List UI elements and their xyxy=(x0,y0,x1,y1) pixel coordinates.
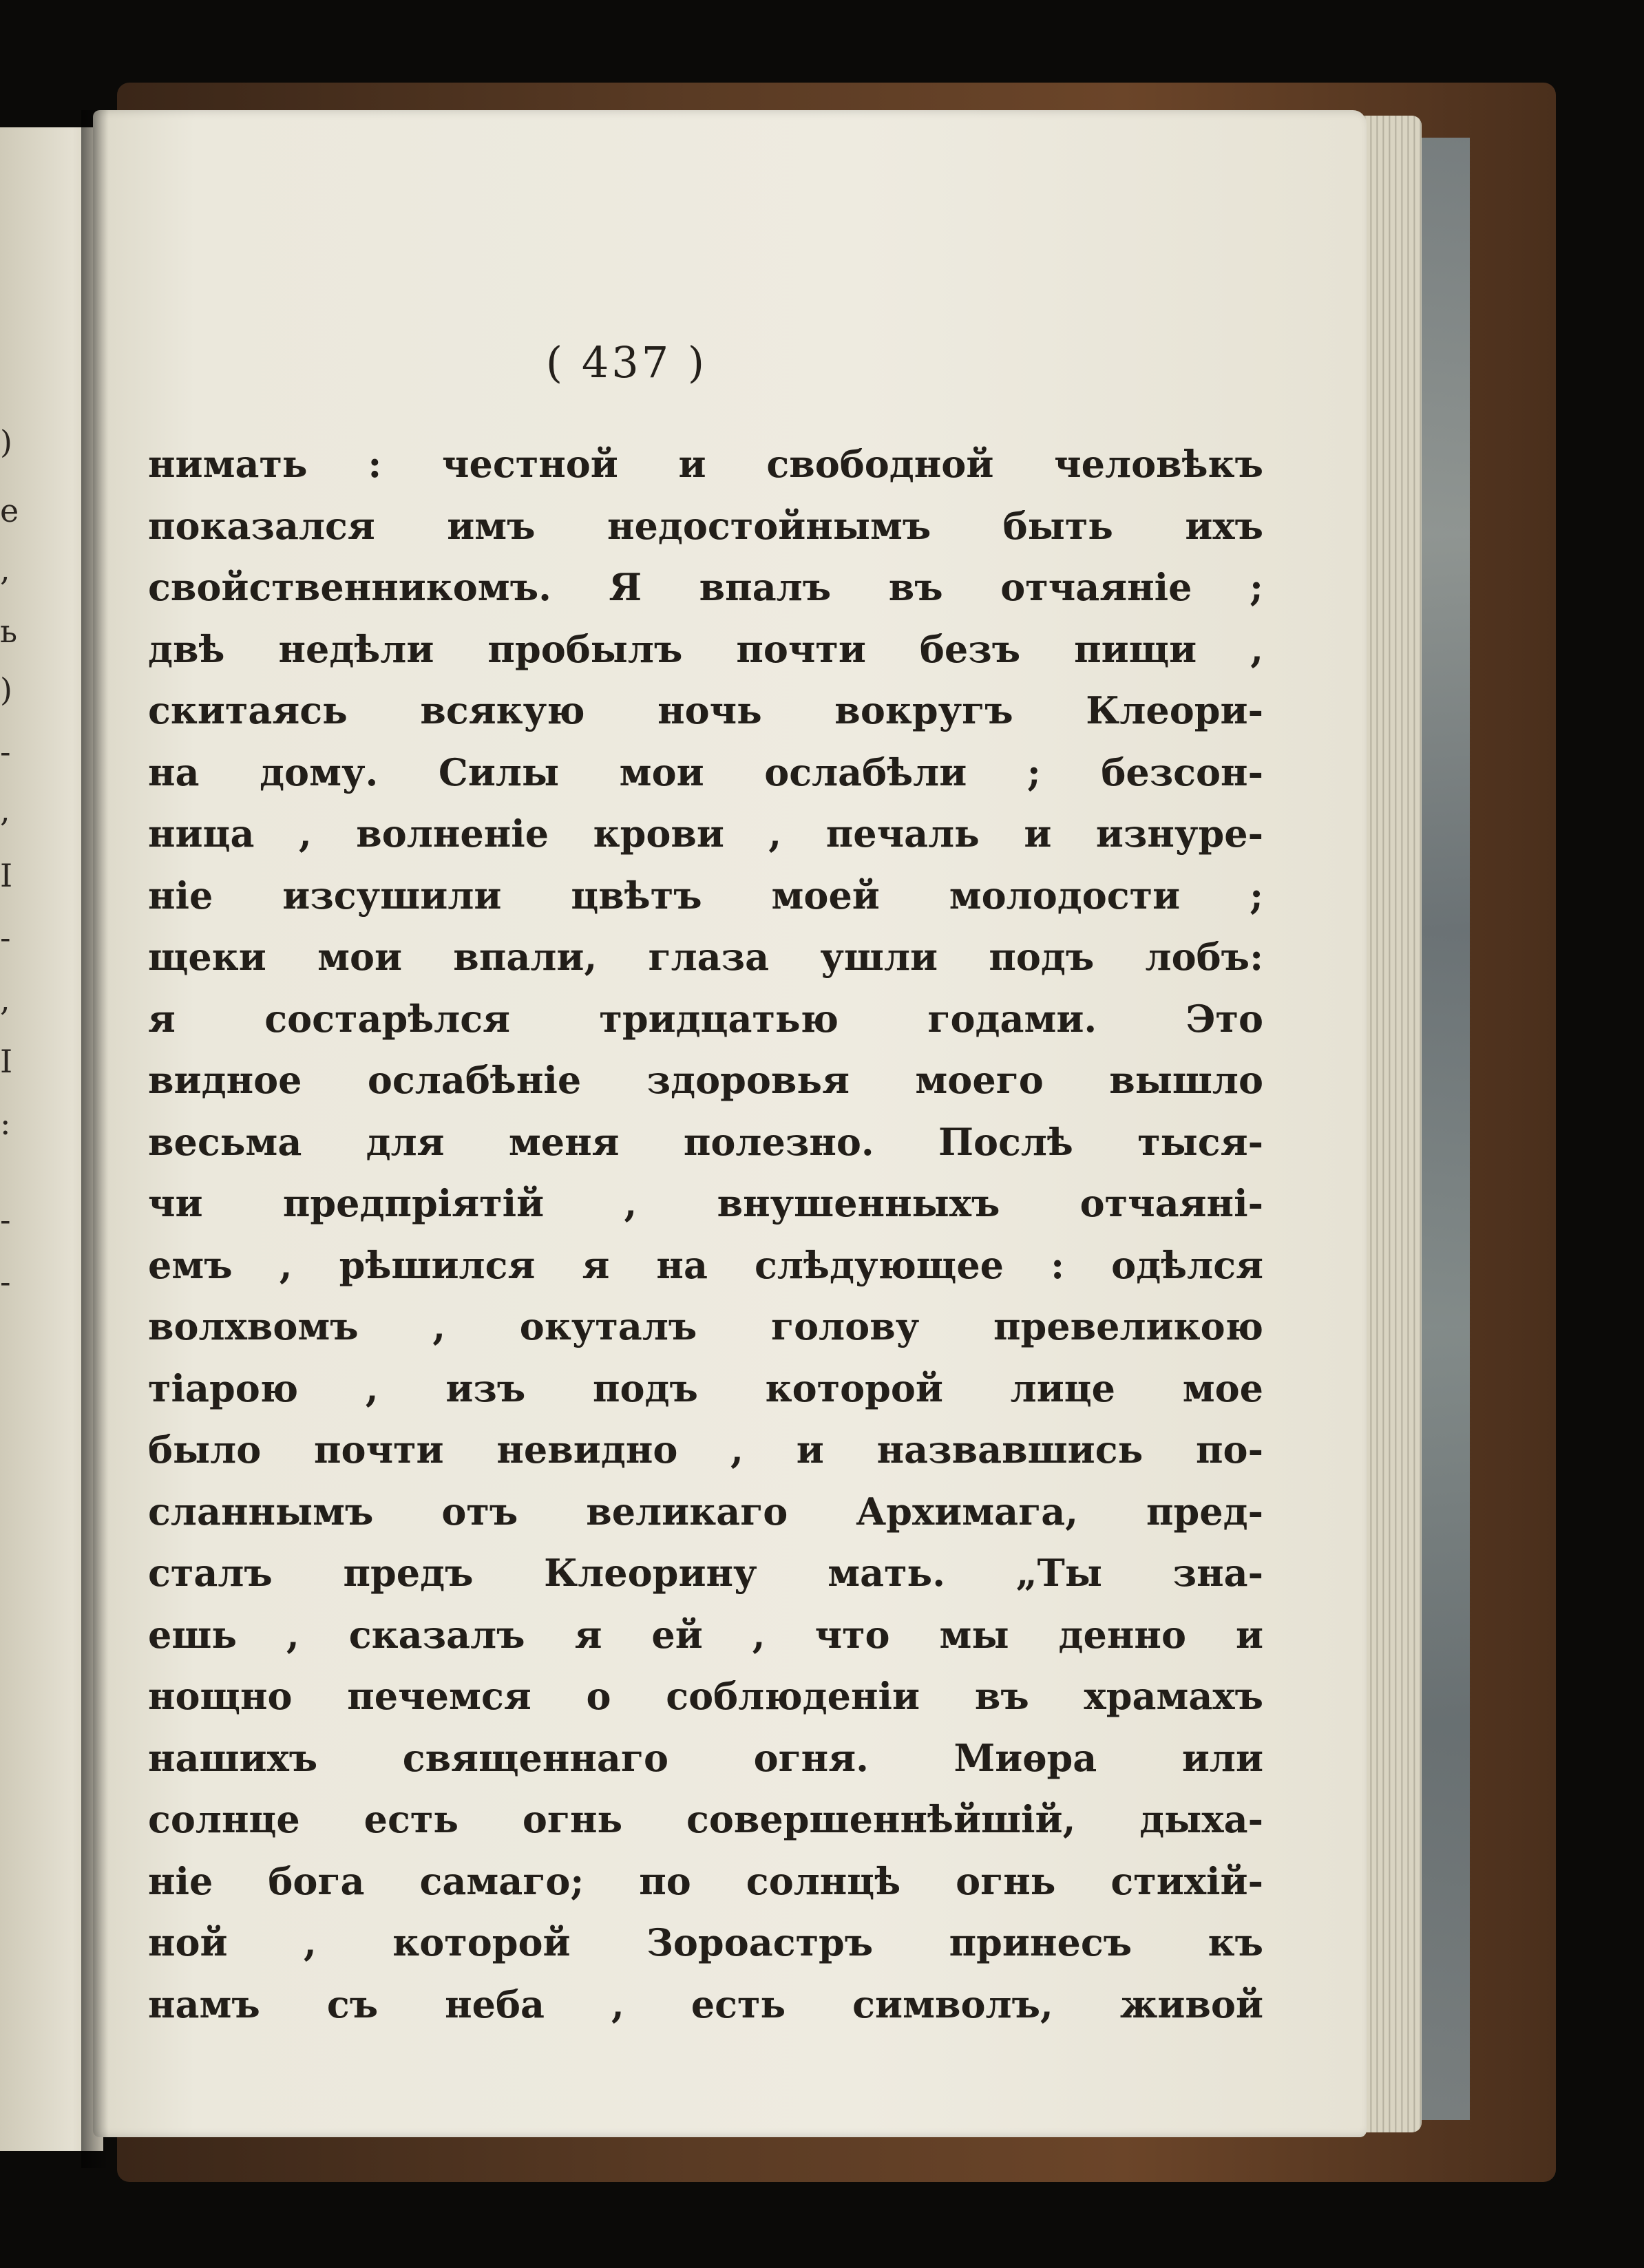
text-line: ница , волненіе крови , печаль и изнуре- xyxy=(148,812,1263,856)
margin-mark: ) xyxy=(0,671,12,708)
text-line: скитаясь всякую ночь вокругъ Клеори- xyxy=(148,688,1263,732)
margin-mark: , xyxy=(0,792,10,829)
margin-mark: I xyxy=(0,857,13,894)
gutter-shadow xyxy=(81,110,109,2168)
margin-mark: , xyxy=(0,551,10,588)
margin-mark: - xyxy=(0,919,11,956)
margin-mark: : xyxy=(0,1105,11,1142)
text-line: было почти невидно , и назвавшись по- xyxy=(148,1428,1263,1472)
text-line: чи предпріятій , внушенныхъ отчаяні- xyxy=(148,1181,1263,1225)
book-page xyxy=(93,110,1367,2137)
page-body-text xyxy=(148,434,1263,2035)
text-line: я состарѣлся тридцатью годами. Это xyxy=(148,996,1263,1041)
text-line: ніе бога самаго; по солнцѣ огнь стихій- xyxy=(148,1858,1263,1903)
margin-mark: - xyxy=(0,733,11,770)
text-line: свойственникомъ. Я впалъ въ отчаяніе ; xyxy=(148,565,1263,609)
text-line: щеки мои впали, глаза ушли подъ лобъ: xyxy=(148,935,1263,979)
margin-mark: I xyxy=(0,1043,13,1080)
text-line: ешь , сказалъ я ей , что мы денно и xyxy=(148,1612,1263,1657)
text-line: намъ съ неба , есть символъ, живой xyxy=(148,1982,1263,2026)
text-line: весьма для меня полезно. Послѣ тыся- xyxy=(148,1119,1263,1164)
text-line: волхвомъ , окуталъ голову превеликою xyxy=(148,1304,1263,1348)
text-line: ніе изсушили цвѣтъ моей молодости ; xyxy=(148,873,1263,918)
text-line: нощно печемся о соблюденіи въ храмахъ xyxy=(148,1674,1263,1718)
text-line: на дому. Силы мои ослабѣли ; безсон- xyxy=(148,750,1263,794)
text-line: ной , которой Зороастръ принесъ къ xyxy=(148,1920,1263,1964)
margin-mark: - xyxy=(0,1263,11,1300)
text-line: тіарою , изъ подъ которой лице мое xyxy=(148,1366,1263,1410)
text-line: нимать : честной и свободной человѣкъ xyxy=(148,442,1263,486)
margin-mark: - xyxy=(0,1201,11,1238)
page-stack-edge xyxy=(1360,116,1422,2132)
margin-mark: , xyxy=(0,981,10,1018)
text-line: солнце есть огнь совершеннѣйшій, дыха- xyxy=(148,1797,1263,1841)
text-line: сталъ предъ Клеорину мать. „Ты зна- xyxy=(148,1551,1263,1595)
text-line: сланнымъ отъ великаго Архимага, пред- xyxy=(148,1489,1263,1534)
text-line: нашихъ священнаго огня. Миѳра или xyxy=(148,1735,1263,1780)
page-number: ( 437 ) xyxy=(545,337,708,388)
margin-mark: e xyxy=(0,492,19,529)
text-line: двѣ недѣли пробылъ почти безъ пищи , xyxy=(148,626,1263,671)
margin-mark: ь xyxy=(0,613,18,650)
marbled-endpaper xyxy=(1422,138,1470,2120)
text-line: видное ослабѣніе здоровья моего вышло xyxy=(148,1058,1263,1102)
text-line: показался имъ недостойнымъ быть ихъ xyxy=(148,503,1263,548)
page-header xyxy=(93,337,1367,388)
text-line: емъ , рѣшился я на слѣдующее : одѣлся xyxy=(148,1242,1263,1287)
margin-mark: ) xyxy=(0,423,12,460)
